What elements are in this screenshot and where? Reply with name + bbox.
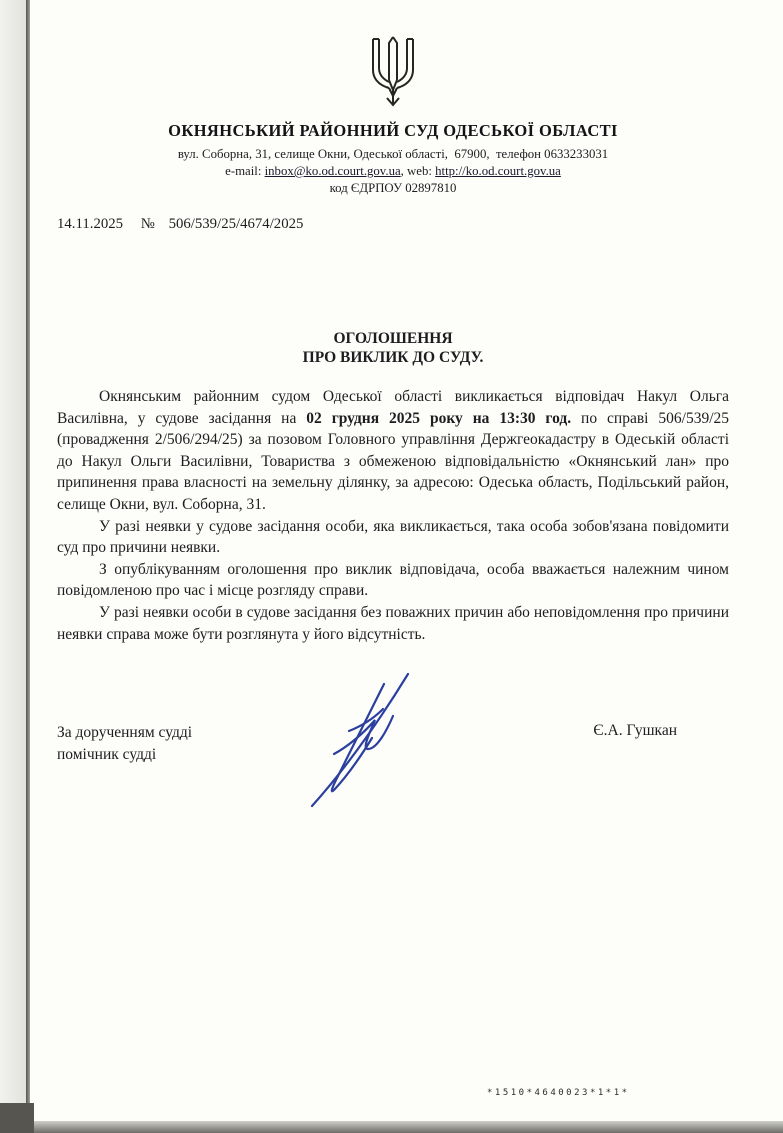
web-link: http://ko.od.court.gov.ua — [435, 164, 561, 178]
doc-date: 14.11.2025 — [57, 216, 124, 232]
summons-text-after: по справі 506/539/25 (провадження 2/506/294/25) за позовом Головного управління Держгеокадастру в Одеській області до Накул Ольги Василівни, Товариства з обмеженою відповідальністю «Окнянський лан» про припинення права власності на земельну ділянку, за адресою: Одеська область, Подільський район, селище Окни, вул. Соборна, 31. — [57, 409, 729, 513]
barcode-text: *1510*4640023*1*1* — [487, 1088, 630, 1098]
scan-edge-left — [0, 0, 26, 1133]
edrpou-code: код ЄДРПОУ 02897810 — [329, 181, 457, 195]
summons-text-before: Окнянським районним судом Одеської області викликається відповідач Накул Ольга Василівна, у судове засідання на — [57, 388, 729, 427]
doc-title-line2: ПРО ВИКЛИК ДО СУДУ. — [302, 348, 484, 366]
scan-edge-bottom — [0, 1121, 783, 1133]
scan-paper-edge-line — [26, 0, 30, 1133]
web-label: , web: — [400, 164, 436, 178]
signatory-role-line1: За дорученням судді — [57, 724, 193, 741]
email-link: inbox@ko.od.court.gov.ua — [264, 164, 401, 178]
paragraph-summons — [57, 386, 729, 516]
scan-corner-shadow — [0, 1103, 34, 1133]
doc-title — [40, 330, 746, 367]
signatory-name: Є.А. Гушкан — [593, 722, 677, 739]
court-contacts — [40, 164, 746, 179]
handwritten-signature — [288, 668, 438, 818]
email-label: e-mail: — [225, 164, 265, 178]
ukraine-trident-emblem-icon — [366, 34, 420, 113]
signatory-role-line2: помічник судді — [57, 746, 157, 763]
doc-body — [57, 386, 729, 645]
court-address: вул. Соборна, 31, селище Окни, Одеської області, 67900, телефон 0633233031 — [177, 147, 609, 161]
paragraph-absence-duty: У разі неявки у судове засідання особи, яка викликається, така особа зобов'язана повідомити суд про причини неявки. — [57, 517, 729, 557]
paragraph-consequences: У разі неявки особи в судове засідання без поважних причин або неповідомлення про причини неявки справа може бути розглянута у його відсутність. — [57, 603, 729, 643]
doc-number: 506/539/25/4674/2025 — [168, 216, 304, 232]
doc-number-line — [57, 216, 303, 233]
number-sign: № — [140, 216, 155, 232]
court-name: ОКНЯНСЬКИЙ РАЙОННИЙ СУД ОДЕСЬКОЇ ОБЛАСТІ — [168, 121, 618, 140]
paragraph-publication: З опублікуванням оголошення про виклик відповідача, особа вважається належним чином повідомленою про час і місце розгляду справи. — [57, 560, 729, 600]
document-header — [40, 34, 746, 196]
hearing-datetime: 02 грудня 2025 року на 13:30 год. — [306, 409, 572, 427]
doc-title-line1: ОГОЛОШЕННЯ — [333, 330, 453, 347]
